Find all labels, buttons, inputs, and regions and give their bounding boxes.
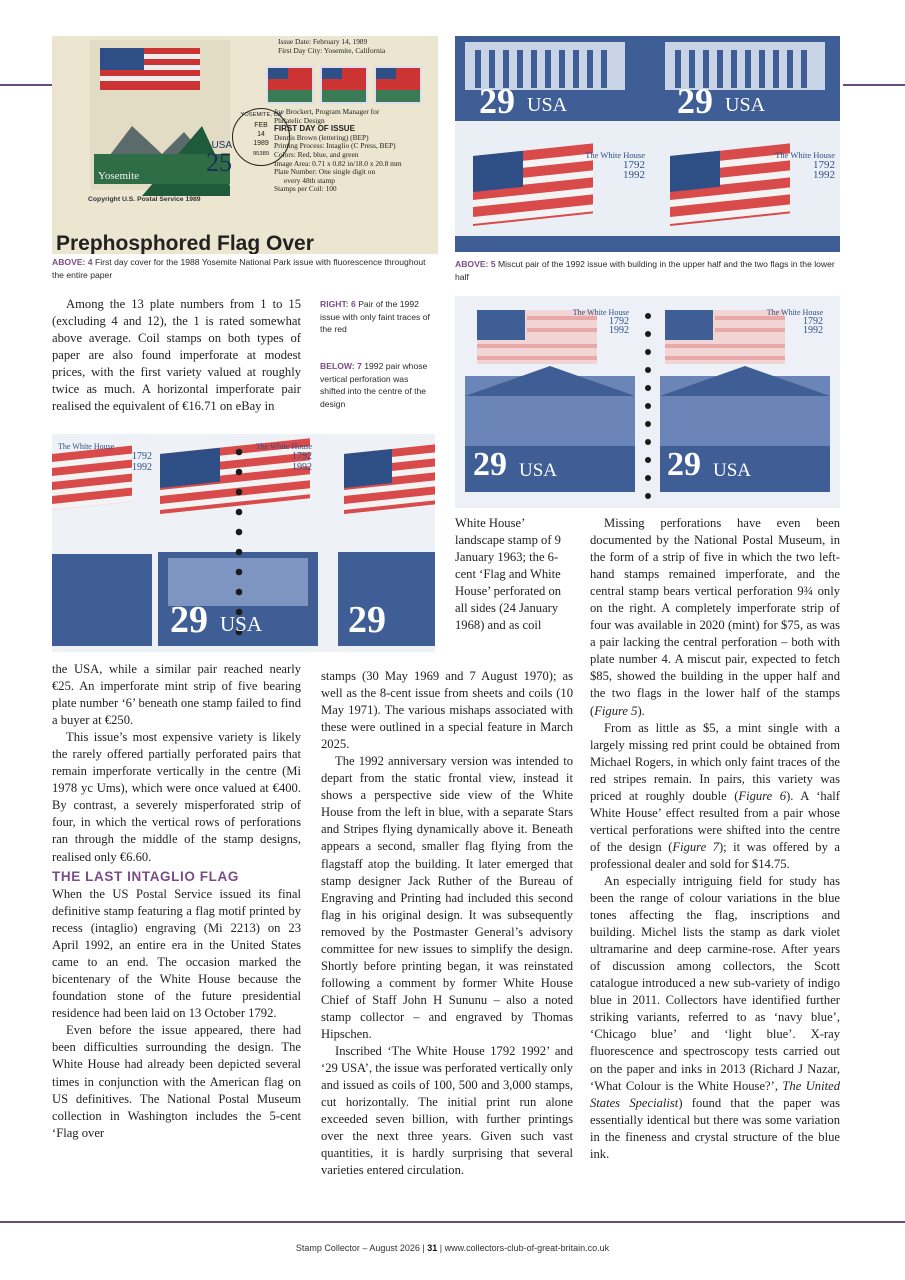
footer-publication: Stamp Collector – August 2026 | <box>295 1243 428 1253</box>
fig5-label-year2: 1992 <box>813 169 835 181</box>
fig5-country-left: USA <box>527 94 568 116</box>
fig7-label-mid <box>244 442 312 473</box>
figure-5-miscut-pair <box>455 36 840 252</box>
top-rule-left <box>0 84 52 86</box>
caption-lead: RIGHT: 6 <box>320 299 356 309</box>
col3-text <box>590 515 840 1163</box>
fig7-label-far-left <box>58 442 114 451</box>
fig7-year2: 1992 <box>132 462 152 473</box>
col1-top-text <box>52 296 301 415</box>
fdc-info-line: Plate Number: One single digit on <box>274 167 376 177</box>
fig7-denomination-mid: 29 <box>170 599 208 641</box>
fig6-label-year2: 1992 <box>803 325 823 336</box>
caption-text: 1992 pair whose vertical perforation was shifted into the centre of the design <box>320 361 428 409</box>
col1-bottom-text <box>52 661 301 866</box>
bottom-rule <box>0 1221 905 1223</box>
figure-7-caption <box>320 360 435 410</box>
fdc-stamp-place: Yosemite <box>98 170 140 182</box>
postmark-zip: 95389 <box>252 151 270 157</box>
text-run: Missing perforations have even been documented by the National Postal Museum, in the form of a strip of five in which the two left-hand stamps remained imperforate, and the central stamp bears vertical perforation 9¾ only on the right. A completely imperforate strip of four was available in 2020 (mint) for $75, as was a pair lacking the central perforation – both with plate number 4. A miscut pair, expected to fetch $85, showed the building in the upper half and the two flags in the lower half of the stamps ( <box>590 516 840 718</box>
col2-narrow-text <box>455 515 573 634</box>
fig5-label-year1: 1792 <box>813 159 835 171</box>
fig5-country-right: USA <box>725 94 766 116</box>
footer-url: | www.collectors-club-of-great-britain.co.uk <box>437 1243 610 1253</box>
fig7-year2: 1992 <box>292 462 312 473</box>
text-run: ); it was offered by a professional dealer and sold for $14.75. <box>590 839 840 871</box>
paragraph: stamps (30 May 1969 and 7 August 1970); as well as the 8-cent issue from sheets and coils (10 May 1971). The various mishaps associated with these were outlined in a special feature in March 2025. <box>321 669 573 752</box>
postmark-month: FEB <box>254 122 268 129</box>
fig6-label-year1: 1792 <box>803 316 823 327</box>
fig5-label-year2: 1992 <box>623 169 645 181</box>
paragraph: Among the 13 plate numbers from 1 to 15 (excluding 4 and 12), the 1 is rated somewhat above average. Coil stamps on both types of paper are also found imperforate at modest prices, with the first variety valued at roughly twice as much. A horizontal imperforate pair realised the equivalent of €16.71 on eBay in <box>52 297 301 414</box>
figure-6-faint-red-pair <box>455 296 840 508</box>
figure-5-caption <box>455 258 840 283</box>
fig7-years-left <box>82 451 152 473</box>
fdc-info-top <box>278 38 438 55</box>
col1-section-text <box>52 886 301 1142</box>
fig5-label-title: The White House <box>775 150 835 160</box>
fig5-label-title: The White House <box>585 150 645 160</box>
fdc-copyright: Copyright U.S. Postal Service 1989 <box>88 196 201 203</box>
fdc-info-line: every 48th stamp <box>284 175 335 185</box>
postmark-day: 14 <box>257 131 265 138</box>
top-rule-right <box>843 84 905 86</box>
fig7-year1: 1792 <box>292 451 312 462</box>
paragraph: The 1992 anniversary version was intended to depart from the static frontal view, instead it shows a perspective side view of the White House from the left in blue, with a separate Stars and Stripes flying dynamically above it. Beneath appears a second, smaller flag flying from the flagstaff atop the building. It later emerged that stamp designer Jack Ruther of the Bureau of Engraving and Printing had included this second flag in his original design. It was subsequently removed by the Postmaster General’s advisory committee for new issues to simplify the design. Shortly before printing began, it was reinstated following a comment by former White House Chief of Staff John H Sununu – also a noted stamp collector – and engraved by Thomas Hipschen. <box>321 754 573 1041</box>
section-heading: THE LAST INTAGLIO FLAG <box>52 869 239 884</box>
figure-4-first-day-cover <box>52 36 438 254</box>
fdc-info-line: Dennis Brown (lettering) (BEP) <box>274 132 369 142</box>
fdc-info-line: First Day City: Yosemite, California <box>278 45 386 55</box>
figure-reference: Figure 7 <box>672 839 719 854</box>
paragraph: Even before the issue appeared, there had been difficulties surrounding the design. The White House had already been depicted several times in conjunction with the American flag on US definitives. The National Postal Museum collection in Washington includes the 5-cent ‘Flag over <box>52 1023 301 1140</box>
fdc-first-day-of-issue: FIRST DAY OF ISSUE <box>274 124 355 134</box>
text-run: ) found that the paper was essentially identical but there was some variation in the fineness and crystal structure of the blue ink. <box>590 1095 840 1161</box>
fig7-year1: 1792 <box>132 451 152 462</box>
paragraph: Inscribed ‘The White House 1792 1992’ and ‘29 USA’, the issue was perforated vertically only and issued as coils of 100, 500 and 3,000 stamps, cut horizontally. The initial print run alone exceeded seven billion, with further printings over the next three years. Given such vast quantities, it is hardly surprising that several varieties entered circulation. <box>321 1044 573 1178</box>
fig6-denomination-right: 29 <box>667 446 701 483</box>
paragraph: the USA, while a similar pair reached nearly €25. An imperforate mint strip of five bearing plate number ‘6’ beneath one stamp failed to find a buyer at €250. <box>52 662 301 728</box>
fdc-info-line: Image Area: 0.71 x 0.82 in/18.0 x 20.8 mm <box>274 158 402 168</box>
fig6-label-title: The White House <box>766 308 823 317</box>
fdc-stamp-denomination: 25 <box>206 148 232 177</box>
text-run: An especially intriguing field for study has been the range of colour variations in the blue tones affecting the flag, inscriptions and building. Michel lists the stamp as dark violet ultramarine and deep carmine-rose. After years of discussion among collectors, the Scott catalogue introduced a new sub-variety of indigo blue in 2011. Collectors have identified further striking variants, referred to as ‘navy blue’, ‘Chicago blue’ and ‘light blue’. X-ray fluorescence and spectroscopy tests carried out on the paper and inks in 2013 (Richard J Nazar, ‘What Colour is the White House?’, <box>590 873 840 1093</box>
figure-4-caption <box>52 256 438 281</box>
page-number: 31 <box>427 1243 438 1253</box>
fig5-label-right <box>755 150 835 180</box>
fdc-info-line: Joe Brockert, Program Manager for <box>274 108 380 116</box>
fig6-label-left <box>551 308 629 335</box>
fdc-info-line: Philatelic Design <box>274 115 325 125</box>
paragraph: This issue’s most expensive variety is likely the rarely offered partially perforated pairs that remain imperforate vertically in the centre (Mi 1978 yc Ums), which were once valued at €400. By contrast, a severely misperforated strip of four, in which the vertical rows of perforations ran through the middle of the stamp designs, realised only €6.60. <box>52 730 301 864</box>
text-run: ). A ‘half White House’ effect resulted from a pair whose vertical perforations were shifted into the centre of the design ( <box>590 788 840 854</box>
caption-lead: ABOVE: 5 <box>455 259 496 269</box>
figure-reference: Figure 5 <box>594 703 638 718</box>
fig5-label-year1: 1792 <box>623 159 645 171</box>
text-run: ). <box>637 703 645 718</box>
fig7-label-title: The White House <box>58 442 115 451</box>
publication-title: The United States Specialist <box>590 1078 840 1110</box>
fig6-label-year1: 1792 <box>609 316 629 327</box>
fig5-denomination-left: 29 <box>479 81 515 121</box>
paragraph <box>590 873 840 1163</box>
figure-6-caption <box>320 298 435 336</box>
fdc-info-bottom <box>274 108 438 194</box>
postmark-location: YOSEMITE, CA <box>240 112 282 118</box>
fig5-label-left <box>565 150 645 180</box>
page-footer <box>0 1243 905 1253</box>
fig6-label-title: The White House <box>572 308 629 317</box>
paragraph <box>590 515 840 720</box>
caption-text: Pair of the 1992 issue with only faint traces of the red <box>320 299 430 334</box>
text-run: From as little as $5, a mint single with a largely missing red print could be obtained from Michael Rogers, in which only faint traces of the red stripes remain. In pairs, this variety was priced at roughly double ( <box>590 720 840 803</box>
paragraph: When the US Postal Service issued its final definitive stamp featuring a flag motif printed by recess (intaglio) engraving (Mi 2213) on 23 April 1992, an entire era in the United States came to an end. The occasion marked the bicentenary of the White House because the foundation stone of the future presidential residence had been laid on 13 October 1792. <box>52 887 301 1021</box>
fig6-denomination-left: 29 <box>473 446 507 483</box>
paragraph <box>590 720 840 873</box>
fig7-country-mid: USA <box>220 612 263 636</box>
fig7-denomination-right: 29 <box>348 599 386 641</box>
paragraph: White House’ landscape stamp of 9 January 1963; the 6-cent ‘Flag and White House’ perforated on all sides (24 January 1968) and as coil <box>455 516 562 633</box>
fdc-banner: Prephosphored Flag Over <box>56 232 314 254</box>
fig6-label-right <box>745 308 823 335</box>
col2-main-text <box>321 668 573 1179</box>
postmark-year: 1989 <box>253 140 269 147</box>
fig6-label-year2: 1992 <box>609 325 629 336</box>
fig7-label-title: The White House <box>255 442 312 451</box>
figure-7-shifted-perforation <box>52 434 435 652</box>
caption-lead: BELOW: 7 <box>320 361 362 371</box>
caption-text: Miscut pair of the 1992 issue with building in the upper half and the two flags in the lower half <box>455 259 835 282</box>
fdc-info-line: Printing Process: Intaglio (C Press, BEP) <box>274 141 396 151</box>
caption-lead: ABOVE: 4 <box>52 257 93 267</box>
figure-reference: Figure 6 <box>738 788 787 803</box>
fdc-stamp-country: USA <box>211 140 232 151</box>
fdc-info-line: Stamps per Coil: 100 <box>274 184 337 194</box>
fig5-denomination-right: 29 <box>677 81 713 121</box>
fdc-info-line: Colors: Red, blue, and green <box>274 149 359 159</box>
caption-text: First day cover for the 1988 Yosemite National Park issue with fluorescence throughout the entire paper <box>52 257 426 280</box>
fdc-stamp-strip <box>264 66 434 106</box>
fig6-country-right: USA <box>713 460 752 481</box>
fdc-info-line: Issue Date: February 14, 1989 <box>278 37 368 46</box>
fig6-country-left: USA <box>519 460 558 481</box>
